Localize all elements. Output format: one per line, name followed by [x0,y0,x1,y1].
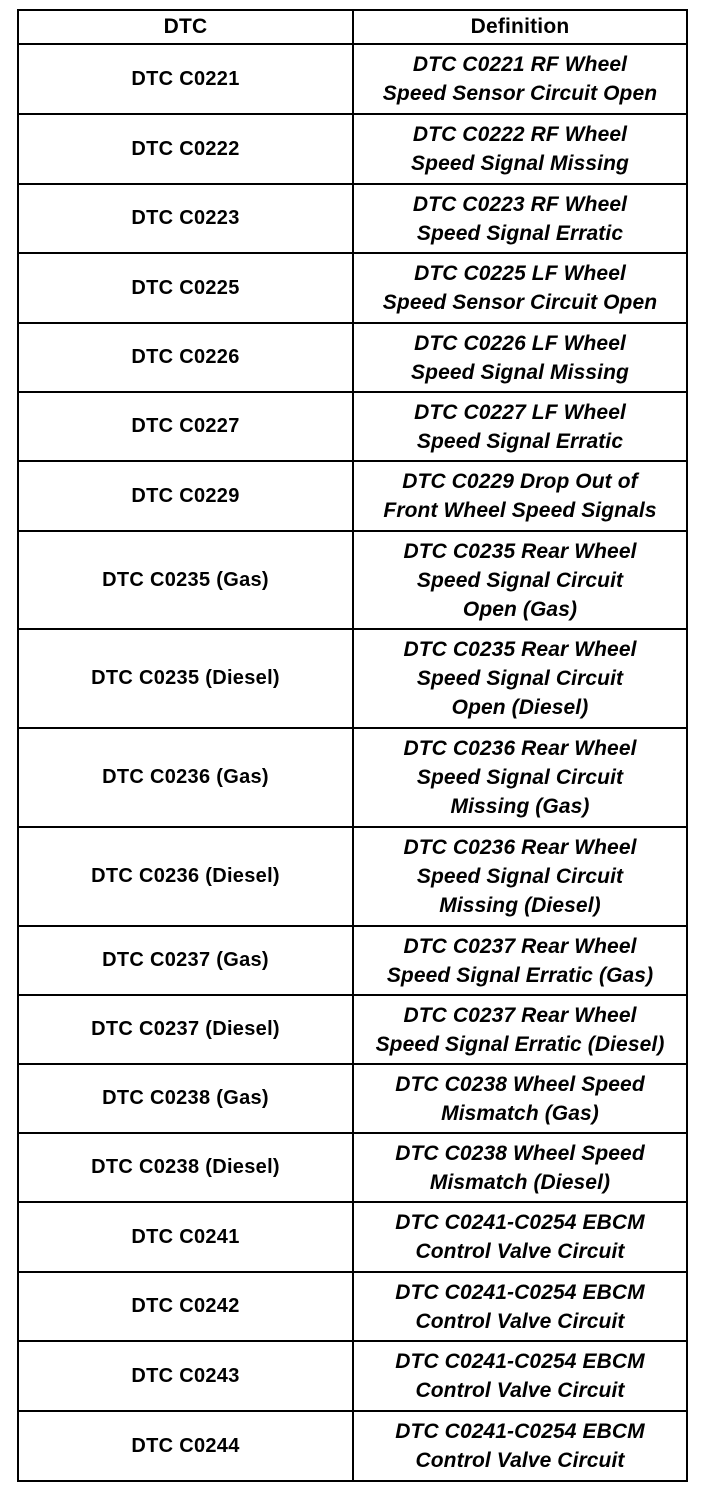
definition-line: DTC C0238 Wheel Speed [395,1141,645,1165]
dtc-code-cell: DTC C0242 [18,1272,353,1341]
table-row [18,926,687,995]
dtc-code-cell: DTC C0221 [18,44,353,114]
dtc-definition-cell [353,728,687,827]
dtc-definition-cell [353,1133,687,1202]
dtc-definition-cell [353,926,687,995]
dtc-code-cell: DTC C0229 [18,461,353,531]
definition-line: Speed Signal Erratic (Diesel) [375,1032,665,1056]
definition-line: DTC C0235 Rear Wheel [403,638,637,661]
dtc-code-cell: DTC C0238 (Gas) [18,1064,353,1133]
table-header-row [18,10,687,44]
table-row [18,461,687,531]
definition-line: DTC C0222 RF Wheel [412,123,628,146]
dtc-code-cell: DTC C0237 (Gas) [18,926,353,995]
definition-line: DTC C0226 LF Wheel [414,331,626,355]
dtc-code-cell: DTC C0227 [18,392,353,461]
definition-line: DTC C0229 Drop Out of [402,470,638,493]
definition-line: DTC C0241-C0254 EBCM [395,1350,645,1373]
definition-line: Front Wheel Speed Signals [383,499,657,522]
dtc-definition-cell [353,1411,687,1481]
definition-line: DTC C0223 RF Wheel [412,192,628,216]
dtc-table [17,9,688,1482]
definition-line: DTC C0227 LF Wheel [414,400,626,424]
dtc-definition-cell [353,531,687,629]
definition-line: Speed Signal Erratic (Gas) [386,963,654,987]
definition-line: Speed Signal Circuit [416,865,624,888]
column-header-definition: Definition [353,10,687,44]
table-row [18,629,687,728]
definition-line: Speed Sensor Circuit Open [382,291,658,314]
table-row [18,44,687,114]
definition-line: DTC C0221 RF Wheel [412,53,628,76]
table-body [18,44,687,1481]
dtc-code-cell: DTC C0244 [18,1411,353,1481]
dtc-code-cell: DTC C0235 (Gas) [18,531,353,629]
table-row [18,323,687,392]
dtc-definition-cell [353,184,687,253]
table-row [18,531,687,629]
definition-line: DTC C0225 LF Wheel [414,262,626,285]
table-row [18,1411,687,1481]
dtc-definition-cell [353,461,687,531]
table-row [18,1064,687,1133]
definition-line: Control Valve Circuit [415,1449,625,1472]
definition-line: DTC C0237 Rear Wheel [403,1003,637,1027]
dtc-definition-cell [353,1272,687,1341]
definition-line: DTC C0241-C0254 EBCM [395,1280,645,1304]
definition-line: DTC C0238 Wheel Speed [395,1072,645,1096]
dtc-code-cell: DTC C0236 (Diesel) [18,827,353,926]
definition-line: DTC C0237 Rear Wheel [403,934,637,958]
dtc-code-cell: DTC C0238 (Diesel) [18,1133,353,1202]
dtc-definition-cell [353,392,687,461]
table-row [18,184,687,253]
table-row [18,1133,687,1202]
definition-line: Speed Signal Missing [411,152,629,175]
dtc-definition-cell [353,253,687,323]
dtc-definition-cell [353,114,687,184]
definition-line: Speed Signal Erratic [416,429,624,453]
dtc-definition-cell [353,1341,687,1411]
definition-line: Control Valve Circuit [415,1379,625,1402]
definition-line: DTC C0236 Rear Wheel [403,737,637,760]
dtc-definition-cell [353,323,687,392]
definition-line: DTC C0241-C0254 EBCM [395,1211,645,1234]
definition-line: Open (Diesel) [451,696,589,719]
definition-line: Control Valve Circuit [415,1240,625,1263]
definition-line: Control Valve Circuit [415,1309,625,1333]
definition-line: DTC C0235 Rear Wheel [403,539,637,563]
definition-line: DTC C0241-C0254 EBCM [395,1420,645,1443]
dtc-code-cell: DTC C0223 [18,184,353,253]
definition-line: Mismatch (Diesel) [429,1170,611,1194]
table-row [18,1202,687,1272]
dtc-definition-cell [353,44,687,114]
table-row [18,1341,687,1411]
definition-line: Speed Signal Missing [411,360,629,384]
table-row [18,827,687,926]
dtc-code-cell: DTC C0226 [18,323,353,392]
definition-line: Speed Signal Circuit [416,667,624,690]
definition-line: DTC C0236 Rear Wheel [403,836,637,859]
definition-line: Speed Signal Erratic [416,221,624,245]
dtc-definition-cell [353,629,687,728]
column-header-dtc: DTC [18,10,353,44]
table-row [18,1272,687,1341]
dtc-code-cell: DTC C0225 [18,253,353,323]
definition-line: Speed Signal Circuit [416,766,624,789]
definition-line: Speed Signal Circuit [416,568,624,592]
table-row [18,728,687,827]
definition-line: Open (Gas) [462,597,578,621]
definition-line: Mismatch (Gas) [441,1101,599,1125]
definition-line: Missing (Diesel) [439,894,601,917]
definition-line: Speed Sensor Circuit Open [382,82,658,105]
dtc-code-cell: DTC C0236 (Gas) [18,728,353,827]
table-row [18,114,687,184]
dtc-definition-cell [353,827,687,926]
dtc-code-cell: DTC C0243 [18,1341,353,1411]
dtc-definition-cell [353,995,687,1064]
dtc-definition-cell [353,1202,687,1272]
dtc-code-cell: DTC C0222 [18,114,353,184]
dtc-code-cell: DTC C0241 [18,1202,353,1272]
definition-line: Missing (Gas) [450,795,590,818]
dtc-definition-cell [353,1064,687,1133]
table-row [18,995,687,1064]
dtc-code-cell: DTC C0237 (Diesel) [18,995,353,1064]
table-row [18,392,687,461]
dtc-code-cell: DTC C0235 (Diesel) [18,629,353,728]
table-row [18,253,687,323]
